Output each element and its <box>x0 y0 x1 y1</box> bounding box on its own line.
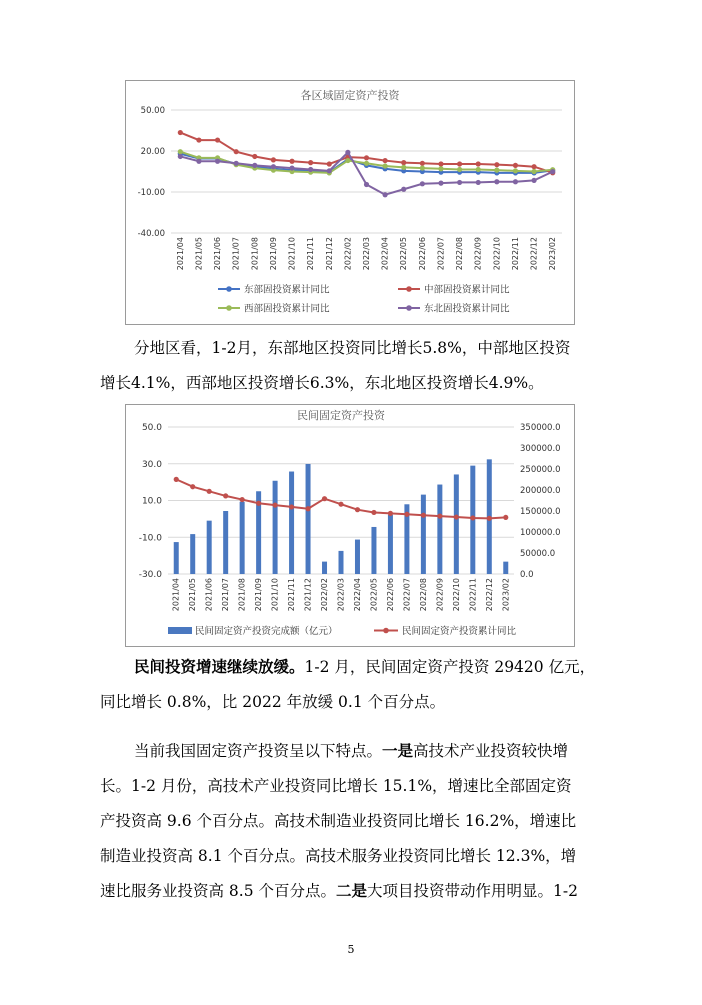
chart2-bar <box>273 481 278 574</box>
chart1-point <box>531 169 536 174</box>
chart1-point <box>327 168 332 173</box>
chart1-point <box>494 162 499 167</box>
chart2-y-left-tick: 50.0 <box>141 423 162 433</box>
chart2-legend-bar-swatch <box>168 627 192 634</box>
chart2-x-tick: 2022/07 <box>402 578 412 612</box>
chart2-x-tick: 2021/12 <box>303 578 313 612</box>
chart2-point <box>240 497 245 502</box>
chart2-bar <box>421 495 426 574</box>
chart2-legend-marker <box>383 628 389 634</box>
private-investment-chart-svg <box>126 405 574 646</box>
chart1-x-tick: 2021/09 <box>268 237 278 271</box>
chart1-y-tick: 20.00 <box>140 147 165 157</box>
chart1-x-tick: 2022/10 <box>492 237 502 271</box>
chart1-point <box>513 179 518 184</box>
chart1-point <box>345 158 350 163</box>
chart1-legend-marker <box>226 305 232 311</box>
chart1-x-tick: 2022/04 <box>380 237 390 271</box>
chart1-point <box>178 154 183 159</box>
chart1-x-tick: 2021/08 <box>250 237 260 271</box>
chart2-point <box>503 515 508 520</box>
chart1-point <box>476 161 481 166</box>
chart1-x-tick: 2022/05 <box>399 237 409 271</box>
paragraph-features-line2: 长。1-2 月份，高技术产业投资同比增长 15.1%，增速比全部固定资 <box>100 777 572 795</box>
chart2-bar <box>454 474 459 574</box>
chart2-bar <box>322 562 327 574</box>
chart1-point <box>364 161 369 166</box>
paragraph-regional-line2: 增长4.1%，西部地区投资增长6.3%，东北地区投资增长4.9%。 <box>100 374 544 392</box>
chart2-bar <box>240 502 245 574</box>
chart1-point <box>289 159 294 164</box>
chart2-title: 民间固定资产投资 <box>297 409 385 422</box>
chart1-point <box>234 149 239 154</box>
chart1-point <box>420 165 425 170</box>
chart2-point <box>305 506 310 511</box>
chart2-bar <box>371 527 376 574</box>
chart1-point <box>457 180 462 185</box>
chart1-point <box>196 159 201 164</box>
chart2-y-right-tick: 50000.0 <box>520 549 556 559</box>
chart1-legend-marker <box>406 305 412 311</box>
chart2-x-tick: 2023/02 <box>501 578 511 612</box>
chart1-point <box>215 159 220 164</box>
chart1-point <box>345 150 350 155</box>
chart1-point <box>457 161 462 166</box>
chart2-point <box>272 502 277 507</box>
chart2-x-tick: 2022/12 <box>484 578 494 612</box>
paragraph-private-line2: 同比增长 0.8%，比 2022 年放缓 0.1 个百分点。 <box>100 693 446 711</box>
chart2-point <box>289 504 294 509</box>
chart1-y-tick: -40.00 <box>137 229 165 239</box>
chart2-x-tick: 2022/06 <box>385 578 395 612</box>
chart1-legend-label: 中部固投资累计同比 <box>424 284 510 296</box>
chart1-point <box>178 130 183 135</box>
chart2-point <box>174 477 179 482</box>
chart2-y-left-tick: -10.0 <box>138 533 162 544</box>
chart2-bar <box>388 515 393 574</box>
chart2-point <box>338 502 343 507</box>
chart1-point <box>308 167 313 172</box>
chart1-point <box>420 181 425 186</box>
chart1-x-tick: 2021/06 <box>213 237 223 271</box>
chart2-x-tick: 2022/08 <box>418 578 428 612</box>
chart2-x-tick: 2021/09 <box>254 578 264 612</box>
chart1-x-tick: 2021/11 <box>306 237 316 271</box>
chart2-y-right-tick: 100000.0 <box>520 528 561 538</box>
chart2-bar <box>339 551 344 574</box>
chart1-x-tick: 2023/02 <box>548 237 558 271</box>
chart2-x-tick: 2022/02 <box>320 578 330 612</box>
chart1-x-tick: 2022/08 <box>455 237 465 271</box>
chart1-point <box>513 163 518 168</box>
chart1-legend-label: 东部固投资累计同比 <box>244 284 330 296</box>
chart2-x-tick: 2021/10 <box>270 578 280 612</box>
chart2-y-right-tick: 150000.0 <box>520 507 561 517</box>
chart1-x-tick: 2022/09 <box>473 237 483 271</box>
chart2-legend-bar-label: 民间固定资产投资完成额（亿元） <box>195 626 338 637</box>
features-text-c: 速比服务业投资高 8.5 个百分点。 <box>100 882 337 900</box>
chart1-point <box>364 155 369 160</box>
chart1-point <box>271 164 276 169</box>
chart1-point <box>494 179 499 184</box>
chart1-point <box>476 180 481 185</box>
chart2-point <box>190 484 195 489</box>
chart1-point <box>327 161 332 166</box>
chart2-point <box>437 514 442 519</box>
chart2-bar <box>174 542 179 574</box>
chart1-x-tick: 2022/11 <box>510 237 520 271</box>
chart1-point <box>364 182 369 187</box>
chart2-x-tick: 2021/04 <box>171 578 181 612</box>
features-text-b: 高技术产业投资较快增 <box>413 742 569 760</box>
chart1-x-tick: 2022/07 <box>436 237 446 271</box>
chart2-bar <box>306 464 311 574</box>
chart2-y-right-tick: 300000.0 <box>520 444 561 454</box>
chart1-point <box>513 168 518 173</box>
chart2-legend-line-label: 民间固定资产投资累计同比 <box>402 626 517 637</box>
chart2-x-tick: 2021/08 <box>237 578 247 612</box>
chart1-point <box>383 158 388 163</box>
chart2-y-left-tick: -30.0 <box>138 570 162 580</box>
chart1-point <box>401 187 406 192</box>
chart2-x-tick: 2022/04 <box>352 578 362 612</box>
features-second: 二是 <box>336 881 368 900</box>
chart1-y-tick: 50.00 <box>140 106 165 116</box>
chart1-point <box>438 166 443 171</box>
chart2-point <box>388 511 393 516</box>
chart1-point <box>457 167 462 172</box>
chart2-y-right-tick: 0.0 <box>520 570 534 580</box>
chart1-point <box>252 154 257 159</box>
chart2-point <box>404 512 409 517</box>
chart1-x-tick: 2021/12 <box>324 237 334 271</box>
chart2-point <box>371 510 376 515</box>
chart1-point <box>383 163 388 168</box>
chart2-y-right-tick: 350000.0 <box>520 423 561 433</box>
chart2-x-tick: 2021/06 <box>204 578 214 612</box>
chart2-x-tick: 2022/09 <box>435 578 445 612</box>
paragraph-private-line1 <box>134 657 644 677</box>
private-heading: 民间投资增速继续放缓。 <box>134 657 305 676</box>
chart1-legend-marker <box>226 286 232 292</box>
chart2-point <box>322 496 327 501</box>
paragraph-features-line3: 产投资高 9.6 个百分点。高技术制造业投资同比增长 16.2%，增速比 <box>100 812 577 830</box>
chart1-y-tick: -10.00 <box>137 188 165 198</box>
chart1-x-tick: 2021/04 <box>175 237 185 271</box>
page-number: 5 <box>347 943 355 956</box>
chart1-point <box>196 137 201 142</box>
chart1-x-tick: 2022/03 <box>362 237 371 271</box>
paragraph-regional-line1: 分地区看，1-2月，东部地区投资同比增长5.8%，中部地区投资 <box>134 339 571 357</box>
features-first: 一是 <box>382 741 414 760</box>
chart2-x-tick: 2021/11 <box>287 578 297 612</box>
chart2-point <box>256 501 261 506</box>
chart2-bar <box>223 511 228 574</box>
chart2-x-tick: 2022/03 <box>336 578 346 612</box>
chart2-x-tick: 2022/10 <box>451 578 461 612</box>
chart2-point <box>355 507 360 512</box>
features-text-a: 当前我国固定资产投资呈以下特点。 <box>134 742 383 760</box>
chart1-point <box>308 160 313 165</box>
chart1-point <box>550 169 555 174</box>
chart1-x-tick: 2021/05 <box>194 237 204 271</box>
chart1-x-tick: 2022/06 <box>417 237 427 271</box>
chart2-y-right-tick: 250000.0 <box>520 465 561 475</box>
chart1-point <box>289 165 294 170</box>
chart1-point <box>531 178 536 183</box>
chart1-point <box>494 168 499 173</box>
chart1-point <box>252 163 257 168</box>
paragraph-features-line4: 制造业投资高 8.1 个百分点。高技术服务业投资同比增长 12.3%，增 <box>100 847 577 865</box>
chart2-bar <box>289 472 294 574</box>
chart2-point <box>454 514 459 519</box>
chart1-x-tick: 2021/10 <box>287 237 297 271</box>
chart2-bar <box>355 540 360 574</box>
chart1-legend-marker <box>406 286 412 292</box>
chart1-point <box>420 161 425 166</box>
chart1-point <box>271 157 276 162</box>
chart2-y-left-tick: 30.0 <box>141 459 162 470</box>
chart2-point <box>421 513 426 518</box>
chart2-point <box>470 515 475 520</box>
chart1-x-tick: 2021/07 <box>231 237 241 271</box>
chart2-point <box>207 489 212 494</box>
chart1-x-tick: 2022/12 <box>529 237 539 271</box>
chart1-x-tick: 2022/02 <box>343 237 353 271</box>
chart1-point <box>401 165 406 170</box>
chart2-point <box>487 516 492 521</box>
paragraph-features-line5 <box>100 881 610 901</box>
private-investment-chart <box>125 404 575 647</box>
chart1-point <box>234 161 239 166</box>
private-text-1: 1-2 月，民间固定资产投资 29420 亿元， <box>304 658 596 676</box>
chart1-point <box>438 161 443 166</box>
chart2-bar <box>437 485 442 574</box>
chart1-point <box>178 149 183 154</box>
chart2-x-tick: 2021/07 <box>221 578 231 612</box>
chart1-legend-label: 东北固投资累计同比 <box>424 303 510 315</box>
features-text-d: 大项目投资带动作用明显。1-2 <box>367 882 578 900</box>
chart1-point <box>401 160 406 165</box>
chart2-x-tick: 2022/05 <box>369 578 379 612</box>
chart1-title: 各区域固定资产投资 <box>300 89 400 102</box>
chart2-bar <box>503 562 508 574</box>
chart2-x-tick: 2021/05 <box>188 578 198 612</box>
chart1-point <box>476 167 481 172</box>
regional-investment-chart <box>125 80 575 325</box>
chart1-point <box>215 137 220 142</box>
paragraph-features-line1 <box>134 741 644 761</box>
chart1-legend-label: 西部固投资累计同比 <box>244 303 330 315</box>
chart2-bar <box>207 521 212 574</box>
chart1-point <box>383 192 388 197</box>
chart2-y-left-tick: 10.0 <box>141 496 162 507</box>
chart2-point <box>223 493 228 498</box>
chart1-point <box>531 164 536 169</box>
chart1-point <box>438 181 443 186</box>
chart2-x-tick: 2022/11 <box>468 578 478 612</box>
chart2-bar <box>190 534 195 574</box>
chart2-y-right-tick: 200000.0 <box>520 486 561 496</box>
regional-investment-chart-svg <box>126 81 574 324</box>
